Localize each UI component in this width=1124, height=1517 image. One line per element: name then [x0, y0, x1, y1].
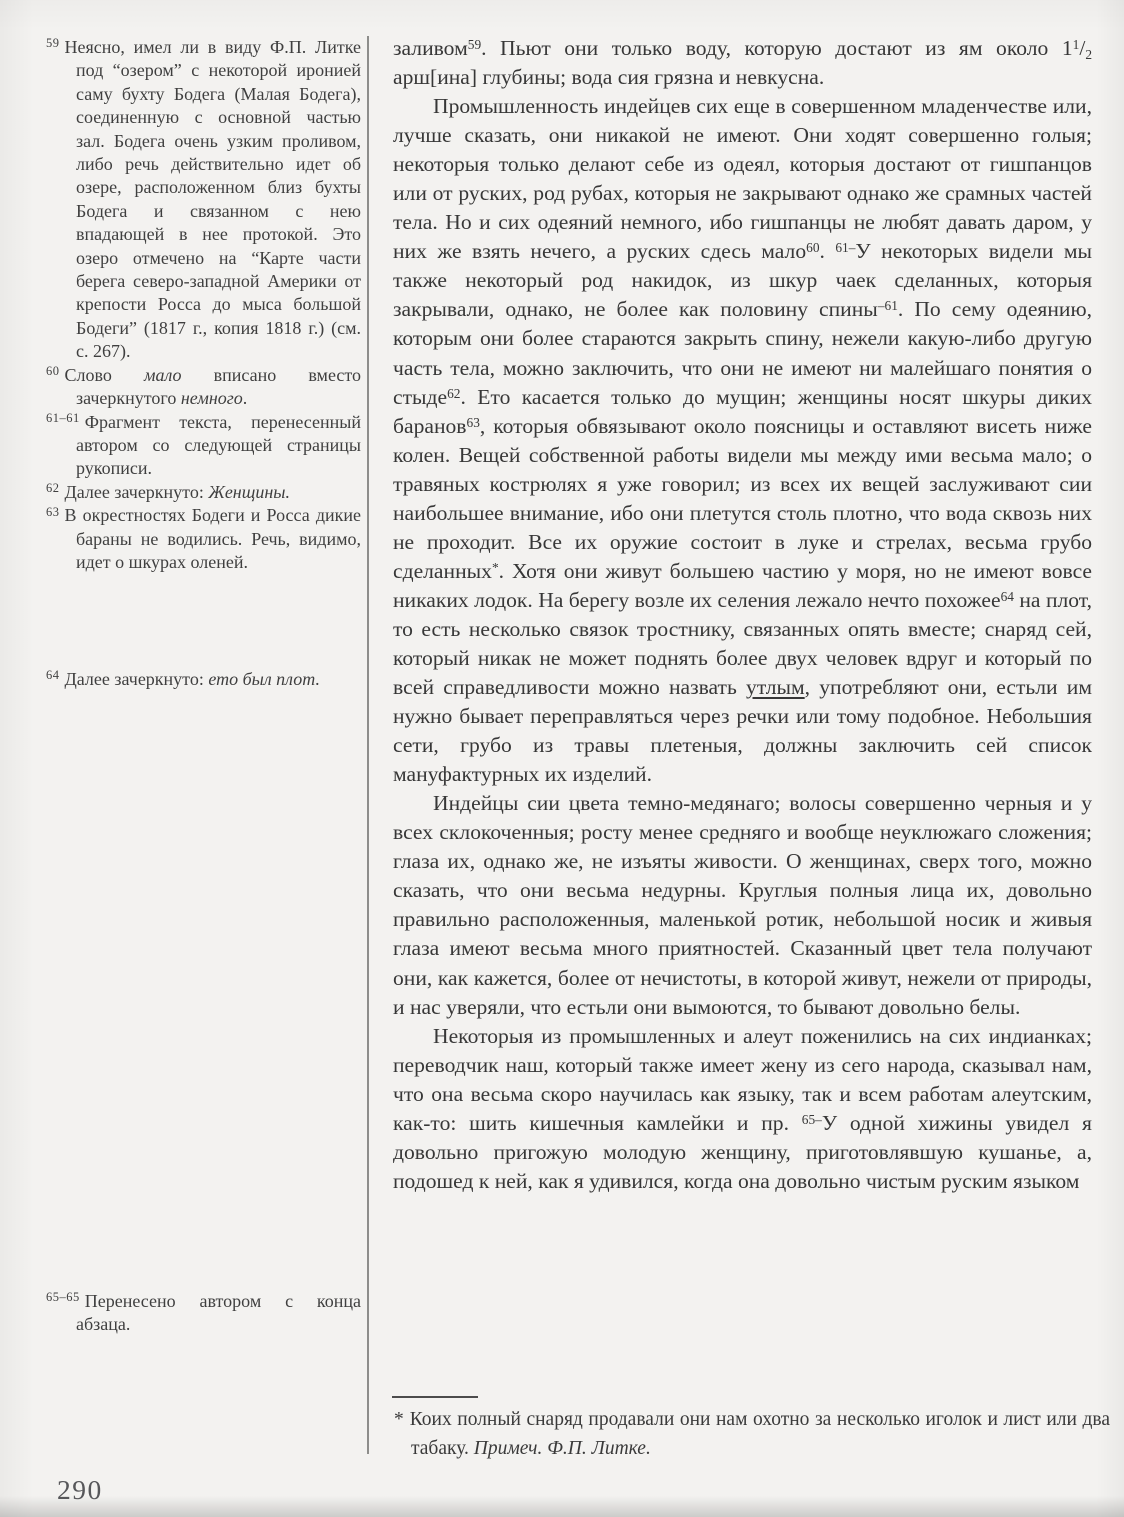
margin-note-61–61: $^{61-61}$ Фрагмент текста, перенесенный автором со следующей страницы рукописи.	[46, 410, 361, 479]
page-number: 290	[57, 1474, 103, 1505]
note-number: 65–65	[46, 1290, 80, 1305]
author-footnote	[394, 1406, 1110, 1463]
margin-note-62: $^{62}$ Далее зачеркнуто: Женщины.	[46, 481, 290, 502]
note-number: 61–61	[46, 410, 80, 425]
footnote-marker: *	[394, 1409, 404, 1430]
margin-note-65–65: $^{65-65}$ Перенесено автором с конца абзаца.	[46, 1290, 361, 1335]
main-text-column	[393, 34, 1092, 1196]
margin-notes-column	[46, 0, 361, 1517]
paragraph-2: Промышленность индейцев сих еще в совершенном младенчестве или, лучше сказать, они никакой не имеют. Они ходят совершенно голыя; некоторыя только делают себе из одеял, которыя достают от гишпанцов или от руских, род рубах, которыя не закрывают однако же срамных частей тела. Но и сих одеяний немного, ибо гишпанцы не любят давать даром, у них же взять нечего, а руских сдесь мало$^{60}$. $^{61-}$У некоторых видели мы также некоторый род накидок, из шкур чаек сделанных, которыя закрывали, однако, не более как половину спины$^{-61}$. По сему одеянию, которым они более стараются закрыть спину, нежели какую-либо другую часть тела, можно заключить, что они не имеют ни малейшаго понятия о стыде$^{62}$. Ето касается только до мущин; женщины носят шкуры диких баранов$^{63}$, которыя обвязывают около поясницы и оставляют висеть ниже колен. Вещей собственной работы видели мы между ими весьма мало; о травяных кострюлях я уже говорил; из всех их вещей заслуживают сии наибольшее внимание, ибо они плетутся столь плотно, что вода сквозь них не проходит. Все их оружие состоит в луке и стрелах, весьма грубо сделанных*. Хотя они живут большею частию у моря, но не имеют вовсе никаких лодок. На берегу возле их селения лежало нечто похожее$^{64}$ на плот, то есть несколько связок тростнику, связанных опять вместе; снаряд сей, который никак не может поднять более двух человек вдруг и который по всей справедливости можно назвать утлым, употребляют они, естьли им нужно бывает переправляться через речки или тому подобное. Небольшия сети, грубо из травы плетеныя, должны заключить сей список мануфактурных их изделий.	[393, 94, 1093, 787]
paragraph-1: заливом$^{59}$. Пьют они только воду, которую достают из ям около $1^1/_2$ арш[ина] глубины; вода сия грязна и невкусна.	[393, 36, 1092, 90]
note-number: 64	[46, 668, 60, 683]
paragraph-3: Индейцы сии цвета темно-медянаго; волосы совершенно черныя и у всех склокоченныя; росту менее средняго и вообще неуклюжаго сложения; глаза их, однако же, не изъяты живости. О женщинах, сверх того, можно сказать, что они весьма недурны. Круглыя полныя лица их, довольно правильно расположенныя, маленькой ротик, небольшой носик и живыя глаза имеют весьма много приятностей. Сказанный цвет тела получают они, как кажется, более от нечистоты, в которой живут, нежели от природы, и нас уверяли, что естьли они вымоются, то бывают довольно белы.	[393, 791, 1092, 1019]
column-divider-rule	[367, 36, 369, 1454]
note-number: 62	[46, 481, 60, 496]
note-number: 60	[46, 364, 60, 379]
margin-note-60: $^{60}$ Слово мало вписано вместо зачеркнутого немного.	[46, 364, 361, 409]
margin-note-64: $^{64}$ Далее зачеркнуто: ето был плот.	[46, 668, 320, 689]
margin-note-59: $^{59}$ Неясно, имел ли в виду Ф.П. Литке под “озером” с некоторой иронией саму бухту Бодега (Малая Бодега), соединенную с основной частью зал. Бодега очень узким проливом, либо речь действительно идет об озере, расположенном близ бухты Бодега и связанном с нею впадающей в нее протокой. Это озеро отмечено на “Карте части берега северо-западной Америки от крепости Росса до мыса большой Бодеги” (1817 г., копия 1818 г.) (см. с. 267).	[46, 36, 361, 362]
footnote-separator-rule	[392, 1396, 478, 1398]
footnote-text: Коих полный снаряд продавали они нам охотно за несколько иголок и лист или два табаку. Примеч. Ф.П. Литке.	[409, 1409, 1110, 1459]
margin-note-65-group	[46, 1290, 361, 1337]
margin-note-63: $^{63}$ В окрестностях Бодеги и Росса дикие бараны не водились. Речь, видимо, идет о шкурах оленей.	[46, 504, 361, 572]
note-number: 59	[46, 36, 60, 51]
margin-note-64-group	[46, 668, 361, 691]
paragraph-4: Некоторыя из промышленных и алеут поженились на сих индианках; переводчик наш, который также имеет жену из сего народа, сказывал нам, что она весьма скоро научилась как языку, так и всем работам алеутским, как-то: шить кишечныя камлейки и пр. $^{65-}$У одной хижины увидел я довольно пригожую молодую женщину, приготовлявшую кушанье, а, подошед к ней, как я удивился, когда она довольно чистым руским языком	[393, 1023, 1092, 1193]
margin-notes-group-top	[46, 36, 361, 574]
note-number: 63	[46, 504, 60, 519]
